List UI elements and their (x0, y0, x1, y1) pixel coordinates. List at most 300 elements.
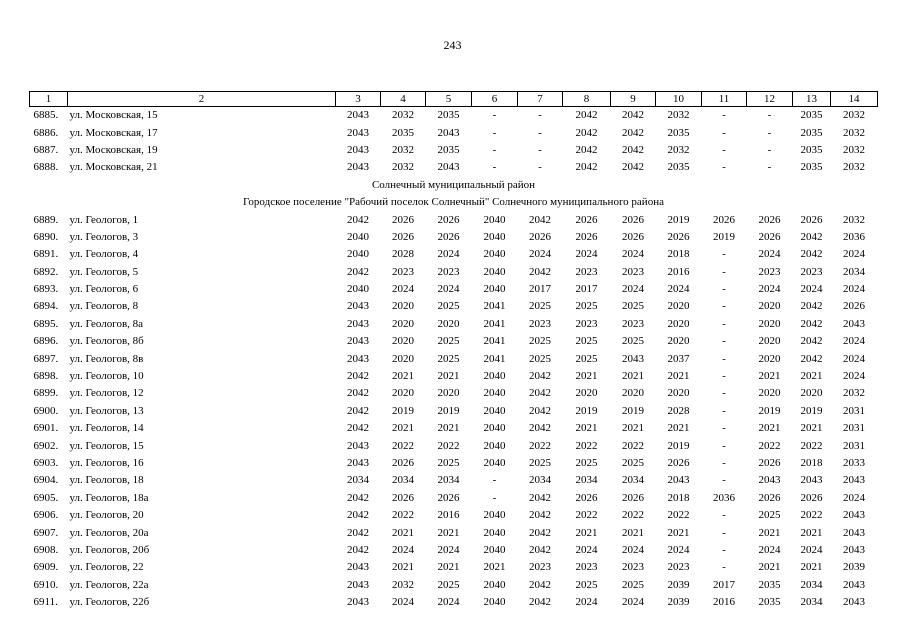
year-cell: 2042 (575, 126, 598, 139)
year-cell: 2021 (667, 422, 690, 435)
table-row (30, 507, 878, 524)
year-cell: 2024 (843, 370, 865, 383)
year-cell: 2040 (483, 578, 506, 591)
year-cell: 2042 (529, 370, 551, 383)
year-cell: 2023 (529, 561, 551, 574)
year-cell: - (492, 143, 497, 156)
year-cell: - (538, 143, 542, 156)
address-cell: ул. Геологов, 15 (69, 439, 144, 452)
year-cell: 2028 (667, 404, 690, 417)
year-cell: 2021 (622, 526, 644, 539)
row-number: 6888. (33, 161, 59, 174)
table-row (30, 542, 878, 559)
year-cell: - (722, 561, 726, 574)
year-cell: 2022 (622, 439, 644, 452)
year-cell: 2025 (437, 457, 460, 469)
year-cell: 2040 (483, 422, 506, 435)
year-cell: 2035 (392, 126, 414, 139)
year-cell: 2032 (843, 143, 865, 156)
row-number: 6904. (33, 474, 59, 487)
year-cell: 2026 (758, 491, 781, 504)
year-cell: - (492, 109, 497, 122)
year-cell: 2031 (843, 439, 865, 452)
year-cell: 2032 (843, 126, 865, 139)
year-cell: 2021 (483, 561, 506, 574)
year-cell: 2043 (843, 509, 865, 522)
row-number: 6908. (33, 543, 59, 556)
year-cell: 2026 (392, 213, 414, 226)
address-cell: ул. Геологов, 22а (69, 578, 149, 591)
address-cell: ул. Геологов, 8 (69, 300, 139, 313)
year-cell: 2016 (437, 509, 460, 522)
year-cell: 2026 (843, 300, 865, 313)
year-cell: 2024 (622, 248, 644, 261)
year-cell: 2043 (347, 596, 369, 609)
row-number: 6893. (33, 283, 59, 296)
year-cell: 2025 (622, 335, 644, 348)
address-cell: ул. Геологов, 22б (69, 596, 150, 609)
year-cell: 2037 (667, 352, 690, 365)
year-cell: 2042 (529, 509, 551, 522)
year-cell: 2042 (800, 352, 823, 365)
year-cell: 2042 (529, 543, 551, 556)
year-cell: 2020 (758, 335, 781, 348)
year-cell: 2026 (392, 457, 414, 469)
table-row (30, 490, 878, 507)
year-cell: 2040 (347, 283, 369, 296)
year-cell: - (538, 109, 542, 122)
year-cell: - (767, 109, 772, 122)
year-cell: 2019 (667, 439, 690, 452)
year-cell: 2020 (437, 317, 460, 330)
year-cell: 2042 (800, 335, 823, 348)
table-row (30, 246, 878, 263)
year-cell: 2039 (667, 596, 690, 609)
year-cell: 2024 (437, 283, 460, 296)
year-cell: 2043 (800, 474, 823, 487)
address-cell: ул. Геологов, 10 (69, 370, 144, 383)
address-cell: ул. Геологов, 8б (69, 335, 144, 348)
year-cell: 2042 (347, 543, 369, 556)
year-cell: 2025 (575, 352, 598, 365)
year-cell: 2034 (437, 474, 460, 487)
year-cell: 2021 (437, 422, 460, 435)
year-cell: 2042 (529, 526, 551, 539)
year-cell: 2034 (800, 596, 823, 609)
row-number: 6896. (33, 335, 59, 348)
year-cell: 2019 (622, 404, 644, 417)
year-cell: 2035 (667, 161, 690, 174)
address-cell: ул. Геологов, 13 (69, 404, 144, 417)
row-number: 6901. (33, 422, 59, 435)
year-cell: 2020 (392, 300, 414, 313)
year-cell: 2040 (483, 596, 506, 609)
header-cell: 9 (611, 92, 656, 107)
year-cell: 2020 (667, 300, 690, 313)
year-cell: 2021 (575, 370, 598, 383)
row-number: 6899. (33, 387, 59, 400)
year-cell: 2022 (392, 439, 414, 452)
year-cell: 2025 (622, 457, 644, 469)
address-cell: ул. Московская, 17 (69, 126, 158, 139)
year-cell: 2025 (758, 509, 781, 522)
header-cell: 3 (336, 92, 381, 107)
year-cell: 2021 (392, 526, 414, 539)
year-cell: 2043 (347, 352, 369, 365)
table-header-row (30, 92, 878, 107)
year-cell: 2031 (843, 422, 865, 435)
year-cell: 2026 (437, 230, 460, 243)
row-number: 6906. (33, 509, 59, 522)
year-cell: - (538, 126, 542, 139)
year-cell: 2035 (800, 126, 823, 139)
table-row (30, 316, 878, 333)
row-number: 6889. (33, 213, 59, 226)
year-cell: 2025 (529, 457, 551, 469)
address-cell: ул. Геологов, 20а (69, 526, 149, 539)
table-row (30, 455, 878, 472)
year-cell: 2022 (622, 509, 644, 522)
year-cell: 2042 (347, 370, 369, 383)
year-cell: 2042 (800, 248, 823, 261)
year-cell: 2043 (347, 109, 369, 122)
year-cell: 2043 (347, 578, 369, 591)
year-cell: 2025 (437, 352, 460, 365)
address-cell: ул. Геологов, 4 (69, 248, 139, 261)
year-cell: 2042 (575, 143, 598, 156)
address-cell: ул. Геологов, 22 (69, 561, 144, 574)
year-cell: 2025 (437, 335, 460, 348)
row-number: 6895. (33, 317, 59, 330)
year-cell: 2023 (622, 317, 644, 330)
year-cell: 2023 (575, 265, 598, 278)
year-cell: 2042 (529, 404, 551, 417)
table-row (30, 142, 878, 159)
section-heading-row (30, 177, 878, 194)
year-cell: 2034 (622, 474, 644, 487)
year-cell: - (722, 457, 726, 469)
year-cell: 2024 (758, 283, 781, 296)
table-row (30, 159, 878, 176)
year-cell: - (767, 161, 772, 174)
address-cell: ул. Геологов, 18 (69, 474, 144, 487)
year-cell: 2039 (843, 561, 865, 574)
year-cell: 2032 (843, 109, 865, 122)
year-cell: 2022 (575, 439, 598, 452)
year-cell: 2024 (392, 543, 414, 556)
year-cell: 2023 (575, 317, 598, 330)
year-cell: 2035 (800, 109, 823, 122)
year-cell: 2042 (800, 300, 823, 313)
year-cell: 2040 (483, 526, 506, 539)
year-cell: 2032 (843, 213, 865, 226)
year-cell: 2043 (843, 578, 865, 591)
year-cell: 2042 (347, 422, 369, 435)
year-cell: 2041 (483, 300, 506, 313)
row-number: 6894. (33, 300, 59, 313)
year-cell: 2025 (575, 300, 598, 313)
table-row (30, 368, 878, 385)
year-cell: 2040 (483, 248, 506, 261)
year-cell: - (767, 143, 772, 156)
year-cell: 2040 (483, 230, 506, 243)
year-cell: 2035 (437, 109, 460, 122)
year-cell: 2025 (437, 300, 460, 313)
section-heading: Городское поселение "Рабочий поселок Солнечный" Солнечного муниципального района (243, 196, 664, 209)
year-cell: 2043 (347, 335, 369, 348)
year-cell: 2032 (667, 143, 690, 156)
year-cell: 2042 (800, 317, 823, 330)
year-cell: 2024 (437, 248, 460, 261)
year-cell: 2043 (843, 317, 865, 330)
year-cell: - (722, 335, 726, 348)
year-cell: 2021 (800, 370, 823, 383)
header-cell: 1 (30, 92, 68, 107)
year-cell: 2020 (800, 387, 823, 400)
year-cell: 2026 (392, 491, 414, 504)
year-cell: 2022 (800, 509, 823, 522)
year-cell: 2042 (622, 161, 644, 174)
year-cell: 2020 (392, 317, 414, 330)
header-cell: 10 (656, 92, 702, 107)
year-cell: 2023 (622, 265, 644, 278)
row-number: 6897. (33, 352, 59, 365)
year-cell: - (722, 526, 726, 539)
year-cell: 2043 (843, 526, 865, 539)
row-number: 6911. (33, 596, 58, 609)
year-cell: 2018 (667, 248, 690, 261)
year-cell: 2043 (347, 439, 369, 452)
year-cell: - (722, 474, 726, 487)
year-cell: 2024 (392, 283, 414, 296)
year-cell: 2042 (347, 213, 369, 226)
year-cell: 2022 (575, 509, 598, 522)
year-cell: 2023 (437, 265, 460, 278)
year-cell: 2021 (800, 422, 823, 435)
year-cell: - (722, 404, 726, 417)
year-cell: 2024 (575, 543, 598, 556)
year-cell: 2043 (347, 561, 369, 574)
year-cell: 2024 (758, 248, 781, 261)
page-number: 243 (443, 38, 462, 52)
year-cell: 2034 (800, 578, 823, 591)
table-row (30, 472, 878, 489)
row-number: 6886. (33, 126, 59, 139)
address-cell: ул. Геологов, 1 (69, 213, 139, 226)
header-cell: 11 (702, 92, 747, 107)
row-number: 6902. (33, 439, 59, 452)
year-cell: 2043 (843, 596, 865, 609)
year-cell: 2023 (667, 561, 690, 574)
year-cell: 2042 (529, 596, 551, 609)
year-cell: - (767, 126, 772, 139)
year-cell: 2026 (622, 230, 644, 243)
year-cell: 2021 (437, 561, 460, 574)
year-cell: 2040 (483, 457, 506, 469)
year-cell: - (722, 370, 726, 383)
year-cell: 2028 (392, 248, 414, 261)
address-cell: ул. Геологов, 8в (69, 352, 144, 365)
year-cell: 2035 (800, 143, 823, 156)
year-cell: 2034 (575, 474, 598, 487)
year-cell: 2024 (575, 248, 598, 261)
year-cell: 2032 (843, 387, 865, 400)
year-cell: 2026 (667, 230, 690, 243)
year-cell: 2023 (800, 265, 823, 278)
table-row (30, 385, 878, 402)
header-cell: 7 (518, 92, 563, 107)
year-cell: 2036 (713, 491, 735, 504)
year-cell: 2042 (529, 578, 551, 591)
year-cell: 2041 (483, 335, 506, 348)
year-cell: 2032 (667, 109, 690, 122)
header-cell: 5 (426, 92, 472, 107)
year-cell: 2024 (575, 596, 598, 609)
year-cell: 2042 (622, 126, 644, 139)
table-row (30, 437, 878, 454)
year-cell: 2025 (575, 335, 598, 348)
year-cell: 2043 (437, 161, 460, 174)
table-row (30, 333, 878, 350)
year-cell: - (492, 161, 497, 174)
year-cell: 2024 (392, 596, 414, 609)
year-cell: 2026 (437, 213, 460, 226)
year-cell: - (722, 283, 726, 296)
year-cell: 2020 (392, 387, 414, 400)
table-row (30, 594, 878, 611)
year-cell: - (722, 248, 726, 261)
year-cell: 2021 (622, 370, 644, 383)
year-cell: 2020 (758, 317, 781, 330)
year-cell: 2017 (713, 578, 735, 591)
year-cell: 2040 (483, 387, 506, 400)
year-cell: 2021 (667, 370, 690, 383)
year-cell: 2042 (622, 109, 644, 122)
year-cell: 2025 (529, 335, 551, 348)
year-cell: 2042 (347, 265, 369, 278)
year-cell: 2017 (575, 283, 598, 296)
year-cell: 2025 (575, 457, 598, 469)
year-cell: - (722, 126, 726, 139)
year-cell: 2021 (392, 422, 414, 435)
year-cell: 2020 (758, 300, 781, 313)
table-row (30, 107, 878, 125)
year-cell: 2042 (347, 404, 369, 417)
year-cell: 2021 (622, 422, 644, 435)
year-cell: 2035 (437, 143, 460, 156)
year-cell: 2026 (392, 230, 414, 243)
row-number: 6890. (33, 230, 59, 243)
year-cell: 2036 (843, 230, 865, 243)
section-heading: Солнечный муниципальный район (371, 178, 536, 191)
year-cell: 2043 (758, 474, 781, 487)
address-cell: ул. Московская, 15 (69, 109, 158, 122)
year-cell: 2024 (758, 543, 781, 556)
section-heading-row (30, 194, 878, 211)
year-cell: 2032 (392, 143, 414, 156)
year-cell: 2035 (758, 578, 781, 591)
year-cell: 2043 (622, 352, 644, 365)
year-cell: 2020 (575, 387, 598, 400)
year-cell: 2026 (575, 230, 598, 243)
year-cell: 2021 (758, 422, 781, 435)
table-row (30, 559, 878, 576)
header-cell: 13 (793, 92, 831, 107)
year-cell: 2033 (843, 457, 865, 469)
year-cell: 2040 (483, 509, 506, 522)
year-cell: 2020 (392, 335, 414, 348)
year-cell: 2024 (529, 248, 551, 261)
year-cell: 2042 (575, 161, 598, 174)
header-cell: 4 (381, 92, 426, 107)
year-cell: 2042 (347, 387, 369, 400)
year-cell: 2023 (392, 265, 414, 278)
year-cell: 2017 (529, 283, 551, 296)
year-cell: 2024 (843, 248, 865, 261)
address-cell: ул. Московская, 19 (69, 143, 158, 156)
year-cell: 2026 (800, 213, 823, 226)
year-cell: 2032 (843, 161, 865, 174)
year-cell: 2019 (800, 404, 823, 417)
year-cell: 2024 (667, 283, 690, 296)
year-cell: 2026 (758, 213, 781, 226)
year-cell: 2042 (575, 109, 598, 122)
address-cell: ул. Геологов, 18а (69, 491, 149, 504)
year-cell: 2040 (483, 265, 506, 278)
year-cell: 2024 (622, 283, 644, 296)
year-cell: 2020 (758, 352, 781, 365)
year-cell: 2042 (529, 387, 551, 400)
year-cell: - (492, 126, 497, 139)
year-cell: 2022 (800, 439, 823, 452)
year-cell: - (722, 143, 726, 156)
address-cell: ул. Геологов, 16 (69, 457, 144, 469)
year-cell: - (722, 317, 726, 330)
row-number: 6892. (33, 265, 59, 278)
table-row (30, 524, 878, 541)
table-row (30, 420, 878, 437)
year-cell: 2034 (529, 474, 551, 487)
year-cell: 2042 (529, 265, 551, 278)
year-cell: 2041 (483, 352, 506, 365)
year-cell: 2020 (622, 387, 644, 400)
year-cell: 2043 (843, 474, 865, 487)
year-cell: 2026 (622, 491, 644, 504)
year-cell: 2043 (667, 474, 690, 487)
year-cell: 2023 (575, 561, 598, 574)
year-cell: 2020 (437, 387, 460, 400)
year-cell: 2042 (347, 526, 369, 539)
row-number: 6909. (33, 561, 59, 574)
year-cell: 2043 (347, 317, 369, 330)
year-cell: 2024 (843, 335, 865, 348)
address-cell: ул. Геологов, 6 (69, 283, 139, 296)
year-cell: 2031 (843, 404, 865, 417)
year-cell: 2020 (758, 387, 781, 400)
year-cell: 2032 (392, 578, 414, 591)
year-cell: - (722, 387, 726, 400)
year-cell: 2021 (800, 526, 823, 539)
year-cell: 2023 (758, 265, 781, 278)
year-cell: 2035 (800, 161, 823, 174)
year-cell: 2019 (437, 404, 460, 417)
year-cell: 2034 (843, 265, 865, 278)
year-cell: 2040 (483, 404, 506, 417)
row-number: 6885. (33, 109, 59, 122)
year-cell: - (722, 439, 726, 452)
header-cell: 6 (472, 92, 518, 107)
year-cell: 2043 (843, 543, 865, 556)
